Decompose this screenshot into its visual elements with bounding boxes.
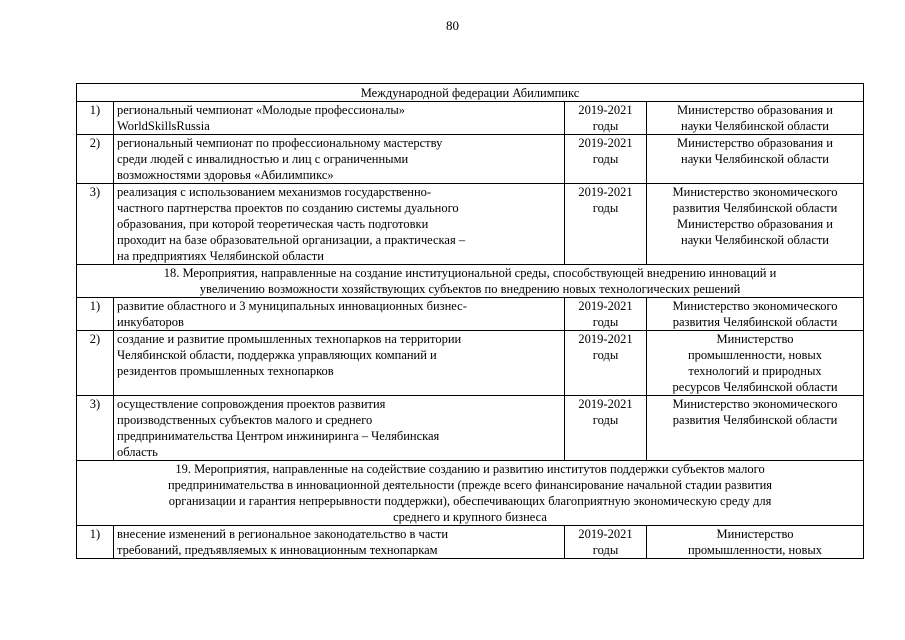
row-number: 3) <box>77 184 114 265</box>
row-number: 1) <box>77 298 114 331</box>
responsible-body: Министерство образования и науки Челябинской области <box>647 135 864 184</box>
responsible-body: Министерство экономического развития Челябинской области Министерство образования и науки Челябинской области <box>647 184 864 265</box>
section-heading-row <box>77 461 864 526</box>
section-heading: 19. Мероприятия, направленные на содействие созданию и развитию институтов поддержки субъектов малого предпринимательства в инновационной деятельности (прежде всего финансирование начальной стадии развития организации и гарантия непрерывности поддержки), обеспечивающих благоприятную экономическую среду для среднего и крупного бизнеса <box>77 461 864 526</box>
measure-description: создание и развитие промышленных технопарков на территории Челябинской области, поддержка управляющих компаний и резидентов промышленных технопарков <box>114 331 565 396</box>
row-number: 1) <box>77 102 114 135</box>
table-row <box>77 298 864 331</box>
measure-description: развитие областного и 3 муниципальных инновационных бизнес- инкубаторов <box>114 298 565 331</box>
responsible-body: Министерство промышленности, новых <box>647 526 864 559</box>
measure-description: реализация с использованием механизмов государственно- частного партнерства проектов по созданию системы дуального образования, при которой теоретическая часть подготовки проходит на базе образовательной организации, а практическая – на предприятиях Челябинской области <box>114 184 565 265</box>
measure-years: 2019-2021 годы <box>565 526 647 559</box>
row-number: 1) <box>77 526 114 559</box>
responsible-body: Министерство промышленности, новых технологий и природных ресурсов Челябинской области <box>647 331 864 396</box>
measure-years: 2019-2021 годы <box>565 396 647 461</box>
responsible-body: Министерство экономического развития Челябинской области <box>647 298 864 331</box>
section-heading-row <box>77 265 864 298</box>
measure-description: осуществление сопровождения проектов развития производственных субъектов малого и среднего предпринимательства Центром инжиниринга – Челябинская область <box>114 396 565 461</box>
responsible-body: Министерство экономического развития Челябинской области <box>647 396 864 461</box>
measure-years: 2019-2021 годы <box>565 298 647 331</box>
table-row <box>77 526 864 559</box>
responsible-body: Министерство образования и науки Челябинской области <box>647 102 864 135</box>
measure-description: региональный чемпионат по профессиональному мастерству среди людей с инвалидностью и лиц с ограниченными возможностями здоровья «Абилимпикс» <box>114 135 565 184</box>
measure-years: 2019-2021 годы <box>565 331 647 396</box>
section-heading-row <box>77 84 864 102</box>
row-number: 2) <box>77 135 114 184</box>
table-row <box>77 135 864 184</box>
measure-years: 2019-2021 годы <box>565 102 647 135</box>
measure-years: 2019-2021 годы <box>565 135 647 184</box>
table-row <box>77 102 864 135</box>
measures-table <box>76 83 864 559</box>
table-row <box>77 396 864 461</box>
table-row <box>77 184 864 265</box>
row-number: 2) <box>77 331 114 396</box>
page-number: 80 <box>446 18 459 33</box>
row-number: 3) <box>77 396 114 461</box>
measure-description: региональный чемпионат «Молодые профессионалы» WorldSkillsRussia <box>114 102 565 135</box>
section-heading: Международной федерации Абилимпикс <box>77 84 864 102</box>
table-row <box>77 331 864 396</box>
measure-description: внесение изменений в региональное законодательство в части требований, предъявляемых к инновационным технопаркам <box>114 526 565 559</box>
section-heading: 18. Мероприятия, направленные на создание институциональной среды, способствующей внедрению инноваций и увеличению возможности хозяйствующих субъектов по внедрению новых технологических решений <box>77 265 864 298</box>
measure-years: 2019-2021 годы <box>565 184 647 265</box>
